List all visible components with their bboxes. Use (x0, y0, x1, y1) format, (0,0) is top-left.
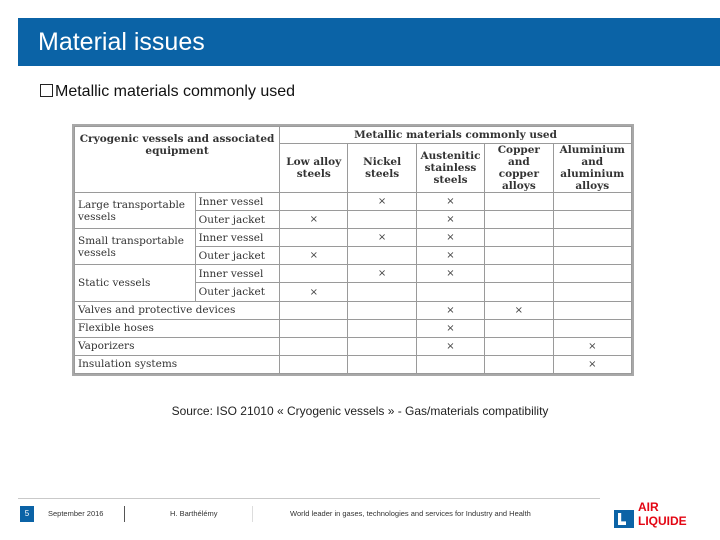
table-cell (485, 229, 553, 247)
table-cell (553, 211, 631, 229)
table-cell (553, 319, 631, 337)
table-cell (485, 355, 553, 373)
table-cell (416, 355, 484, 373)
table-cell: × (553, 355, 631, 373)
bullet-item (40, 83, 295, 101)
row-label: Vaporizers (75, 337, 280, 355)
table-cell: × (416, 247, 484, 265)
table-cell: × (416, 337, 484, 355)
table-cell (485, 319, 553, 337)
row-sub-label: Outer jacket (195, 247, 279, 265)
table-cell (553, 247, 631, 265)
table-cell: × (280, 247, 348, 265)
column-header: Copper and copper alloys (485, 144, 553, 193)
table-cell: × (348, 265, 416, 283)
table-cell: × (416, 229, 484, 247)
table-cell (280, 355, 348, 373)
table-row (75, 229, 632, 247)
column-header: Low alloy steels (280, 144, 348, 193)
column-header: Austenitic stainless steels (416, 144, 484, 193)
row-sub-label: Outer jacket (195, 283, 279, 301)
table-cell (485, 337, 553, 355)
table-cell (348, 211, 416, 229)
table-row (75, 265, 632, 283)
table-row (75, 355, 632, 373)
table-cell: × (416, 193, 484, 211)
table-corner-header: Cryogenic vessels and associated equipment (75, 127, 280, 193)
table-cell: × (485, 301, 553, 319)
table-cell (416, 283, 484, 301)
row-label: Flexible hoses (75, 319, 280, 337)
row-group-label: Static vessels (75, 265, 196, 301)
table-cell (348, 283, 416, 301)
table-row (75, 301, 632, 319)
row-sub-label: Inner vessel (195, 193, 279, 211)
table-cell (485, 247, 553, 265)
checkbox-bullet-icon (40, 84, 53, 97)
air-liquide-logo (612, 498, 704, 532)
table-cell (348, 355, 416, 373)
table-group-header: Metallic materials commonly used (280, 127, 632, 144)
table-cell (485, 265, 553, 283)
table-cell (485, 211, 553, 229)
footer-date: September 2016 (48, 509, 104, 518)
table-cell (553, 265, 631, 283)
table-cell (280, 301, 348, 319)
logo-text: AIR LIQUIDE (638, 500, 687, 528)
row-group-label: Small transportable vessels (75, 229, 196, 265)
table-cell (348, 301, 416, 319)
materials-table (74, 126, 632, 374)
row-sub-label: Inner vessel (195, 265, 279, 283)
table-cell (553, 301, 631, 319)
table-cell: × (416, 265, 484, 283)
footer-divider (18, 498, 600, 499)
table-row (75, 337, 632, 355)
table-cell: × (416, 301, 484, 319)
footer-author: H. Barthélémy (170, 509, 218, 518)
slide-title: Material issues (38, 28, 205, 56)
table-cell: × (416, 211, 484, 229)
footer-separator (124, 506, 125, 522)
table-cell: × (416, 319, 484, 337)
table-cell (348, 247, 416, 265)
table-cell (280, 265, 348, 283)
source-caption: Source: ISO 21010 « Cryogenic vessels » - Gas/materials compatibility (171, 404, 549, 418)
table-cell (348, 337, 416, 355)
column-header: Nickel steels (348, 144, 416, 193)
title-bar (18, 18, 720, 66)
table-cell: × (553, 337, 631, 355)
footer-tagline: World leader in gases, technologies and services for Industry and Health (290, 509, 531, 518)
table-cell (485, 283, 553, 301)
logo-mark-icon (614, 510, 634, 528)
row-sub-label: Outer jacket (195, 211, 279, 229)
table-cell (553, 193, 631, 211)
table-cell: × (280, 283, 348, 301)
footer-separator (252, 506, 253, 522)
table-cell (553, 283, 631, 301)
table-cell: × (348, 229, 416, 247)
table-cell (553, 229, 631, 247)
table-cell (280, 193, 348, 211)
table-cell (280, 319, 348, 337)
table-cell (280, 229, 348, 247)
column-header: Aluminium and aluminium alloys (553, 144, 631, 193)
table-cell: × (348, 193, 416, 211)
table-cell (485, 193, 553, 211)
table-cell (280, 337, 348, 355)
page-number: 5 (20, 506, 34, 522)
row-group-label: Large transportable vessels (75, 193, 196, 229)
table-cell (348, 319, 416, 337)
row-label: Insulation systems (75, 355, 280, 373)
table-row (75, 193, 632, 211)
table-row (75, 319, 632, 337)
table-cell: × (280, 211, 348, 229)
materials-table-image (72, 124, 634, 376)
row-sub-label: Inner vessel (195, 229, 279, 247)
bullet-text: Metallic materials commonly used (55, 83, 296, 100)
row-label: Valves and protective devices (75, 301, 280, 319)
